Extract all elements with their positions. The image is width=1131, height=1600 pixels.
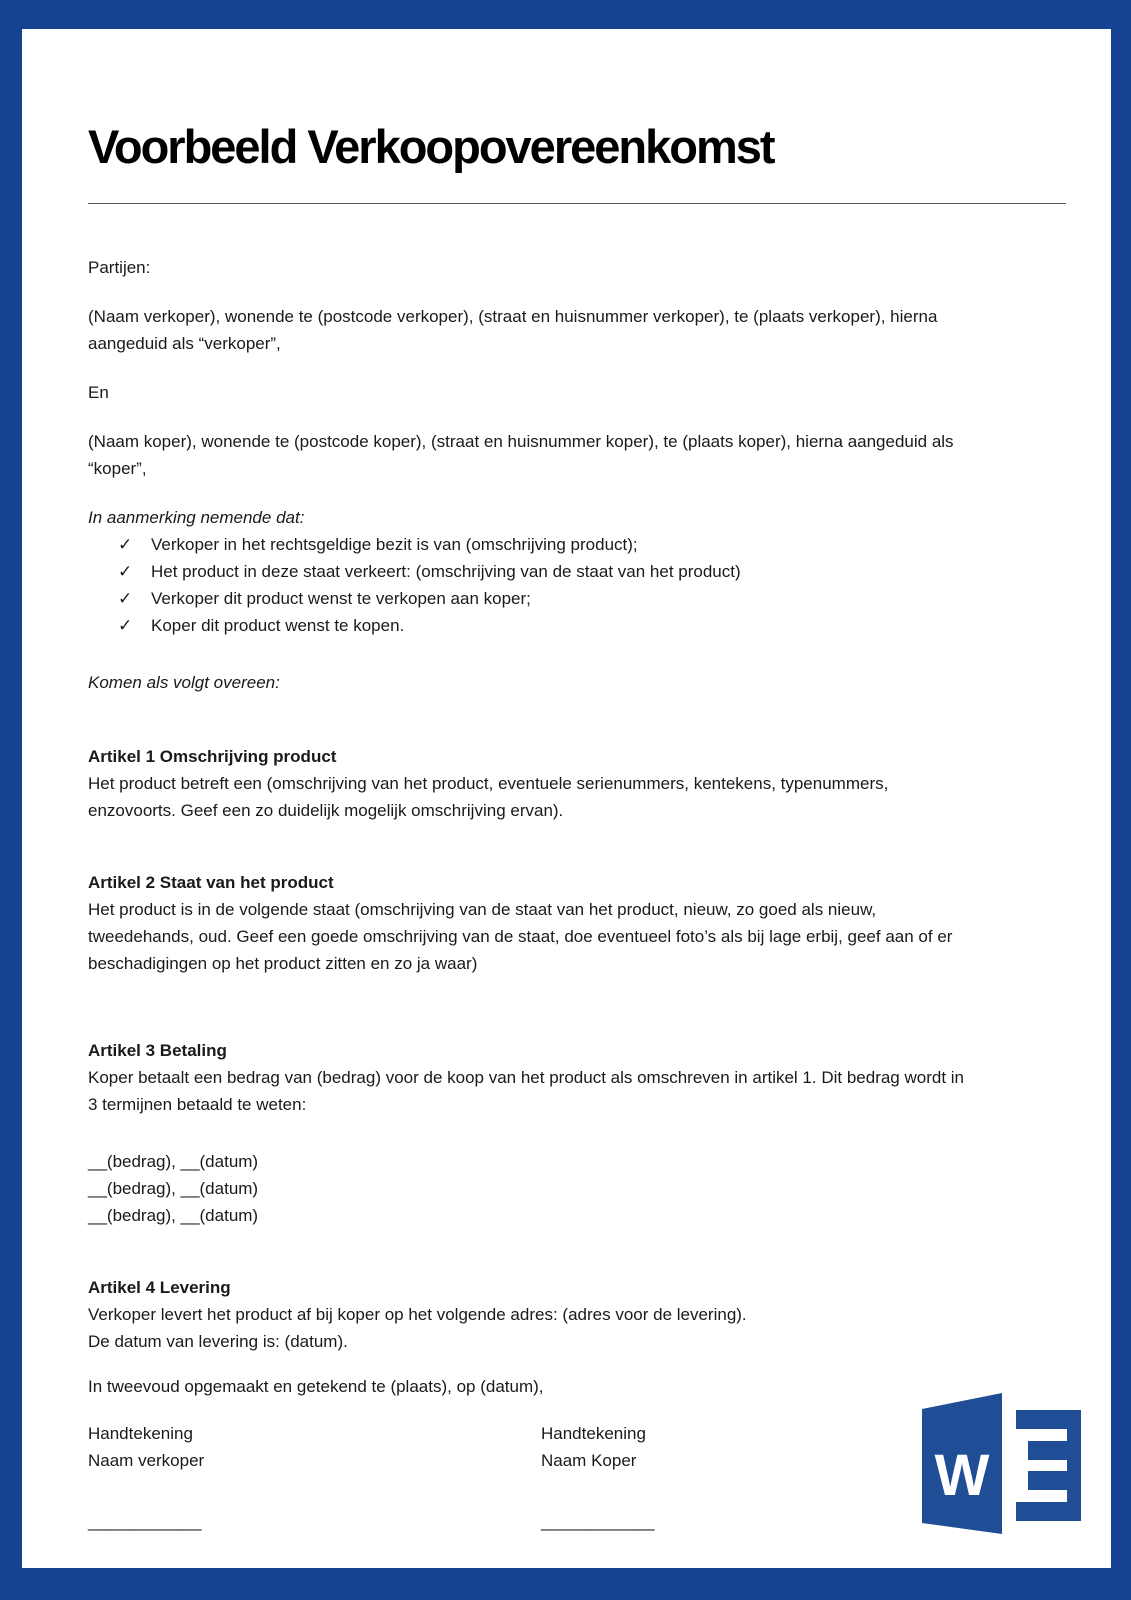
recital-item bbox=[88, 531, 1066, 558]
article-heading: Artikel 4 Levering bbox=[88, 1278, 231, 1297]
partijen-label: Partijen: bbox=[88, 258, 151, 277]
recital-text: Het product in deze staat verkeert: (omschrijving van de staat van het product) bbox=[151, 562, 741, 581]
signature-name: Naam verkoper bbox=[88, 1451, 205, 1470]
seller-paragraph-line: aangeduid als “verkoper”, bbox=[88, 334, 281, 353]
buyer-paragraph-line: (Naam koper), wonende te (postcode koper), (straat en huisnummer koper), te (plaats koper), hierna aangeduid als bbox=[88, 432, 954, 451]
article-section-1 bbox=[88, 743, 1066, 824]
buyer-paragraph bbox=[88, 428, 1066, 482]
recital-text: Verkoper dit product wenst te verkopen aan koper; bbox=[151, 589, 531, 608]
article-body-line: Koper betaalt een bedrag van (bedrag) voor de koop van het product als omschreven in artikel 1. Dit bedrag wordt in bbox=[88, 1068, 965, 1087]
article-heading: Artikel 1 Omschrijving product bbox=[88, 747, 337, 766]
checkmark-icon: ✓ bbox=[118, 589, 133, 608]
recital-item bbox=[88, 585, 1066, 612]
document-title: Voorbeeld Verkoopovereenkomst bbox=[88, 120, 774, 173]
article-body-line: enzovoorts. Geef een zo duidelijk mogelijk omschrijving ervan). bbox=[88, 801, 564, 820]
article-heading: Artikel 2 Staat van het product bbox=[88, 873, 334, 892]
article-body-line: De datum van levering is: (datum). bbox=[88, 1332, 348, 1351]
article-body-line: Het product is in de volgende staat (omschrijving van de staat van het product, nieuw, zo goed als nieuw, bbox=[88, 900, 877, 919]
signature-label: Handtekening bbox=[88, 1424, 193, 1443]
recital-item bbox=[88, 558, 1066, 585]
installment-line: __(bedrag), __(datum) bbox=[88, 1152, 259, 1171]
article-section-4 bbox=[88, 1274, 1066, 1355]
signature-label: Handtekening bbox=[541, 1424, 646, 1443]
article-body-line: 3 termijnen betaald te weten: bbox=[88, 1095, 307, 1114]
article-heading: Artikel 3 Betaling bbox=[88, 1041, 227, 1060]
article-body-line: tweedehands, oud. Geef een goede omschrijving van de staat, doe eventueel foto’s als bij lage erbij, geef aan of er bbox=[88, 927, 953, 946]
title-divider bbox=[88, 203, 1066, 204]
agreement-lead: Komen als volgt overeen: bbox=[88, 673, 280, 692]
signature-line: ____________ bbox=[541, 1512, 655, 1531]
recital-item bbox=[88, 612, 1066, 639]
recital-text: Verkoper in het rechtsgeldige bezit is van (omschrijving product); bbox=[151, 535, 638, 554]
checkmark-icon: ✓ bbox=[118, 535, 133, 554]
recital-list bbox=[88, 531, 1066, 639]
installment-list bbox=[88, 1148, 1066, 1229]
signature-name: Naam Koper bbox=[541, 1451, 637, 1470]
seller-paragraph-line: (Naam verkoper), wonende te (postcode verkoper), (straat en huisnummer verkoper), te (plaats verkoper), hierna bbox=[88, 307, 938, 326]
word-logo-icon bbox=[922, 1392, 1082, 1535]
checkmark-icon: ✓ bbox=[118, 562, 133, 581]
word-logo-letter: W bbox=[934, 1443, 990, 1508]
signature-block-seller bbox=[88, 1420, 541, 1535]
installment-line: __(bedrag), __(datum) bbox=[88, 1179, 259, 1198]
signature-row bbox=[88, 1420, 1066, 1535]
installment-line: __(bedrag), __(datum) bbox=[88, 1206, 259, 1225]
article-section-2 bbox=[88, 869, 1066, 977]
article-body-line: beschadigingen op het product zitten en zo ja waar) bbox=[88, 954, 478, 973]
document-page bbox=[22, 29, 1111, 1568]
seller-paragraph bbox=[88, 303, 1066, 357]
conjunction-text: En bbox=[88, 383, 109, 402]
article-body-line: Het product betreft een (omschrijving van het product, eventuele serienummers, kentekens, typenummers, bbox=[88, 774, 889, 793]
word-logo-document-lines bbox=[1016, 1410, 1081, 1521]
closing-line: In tweevoud opgemaakt en getekend te (plaats), op (datum), bbox=[88, 1377, 544, 1396]
recital-text: Koper dit product wenst te kopen. bbox=[151, 616, 405, 635]
buyer-paragraph-line: “koper”, bbox=[88, 459, 147, 478]
signature-line: ____________ bbox=[88, 1512, 202, 1531]
article-section-3 bbox=[88, 1037, 1066, 1229]
document-content bbox=[22, 29, 1111, 1535]
recitals-lead: In aanmerking nemende dat: bbox=[88, 508, 305, 527]
checkmark-icon: ✓ bbox=[118, 616, 133, 635]
article-body-line: Verkoper levert het product af bij koper op het volgende adres: (adres voor de levering). bbox=[88, 1305, 747, 1324]
